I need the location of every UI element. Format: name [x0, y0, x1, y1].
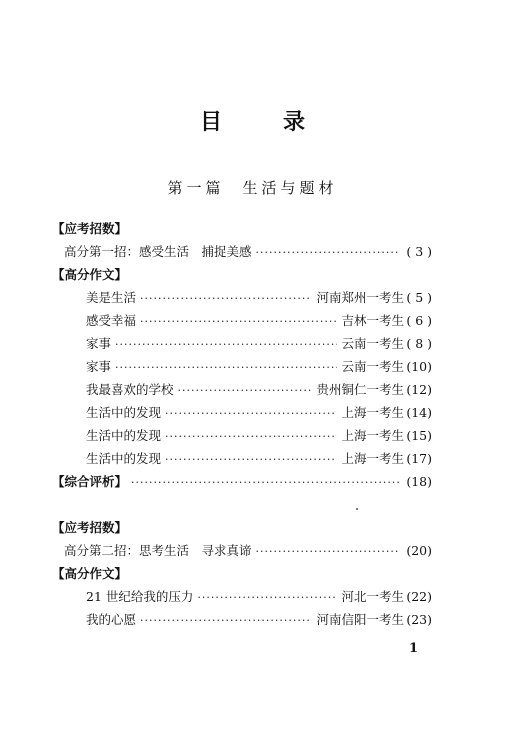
toc-entry-essay[interactable] [52, 585, 432, 608]
section-heading-strategy: 【应考招数】 [52, 221, 128, 236]
part-name: 第一篇 [167, 179, 225, 197]
toc-entry-essay[interactable] [52, 401, 432, 424]
toc-entry-author: 云南一考生 [341, 359, 404, 374]
toc-entry-page: (15) [406, 428, 432, 443]
toc-entry-author: 河南信阳一考生 [316, 612, 404, 627]
page-number: 1 [409, 641, 419, 656]
toc-entry-title: 生活中的发现 [86, 428, 162, 443]
leader-dots [165, 447, 337, 471]
toc-entry-essay[interactable] [52, 355, 432, 378]
toc-entry-summary[interactable] [52, 470, 432, 493]
leader-dots [165, 401, 337, 425]
toc-entry-page: ( 5 ) [406, 290, 432, 305]
leader-dots [178, 378, 313, 402]
toc-entry-title: 美是生活 [86, 290, 137, 305]
toc-entry-title: 生活中的发现 [86, 405, 162, 420]
toc-entry-title: 我最喜欢的学校 [86, 382, 174, 397]
toc-entry-title: 高分第二招：思考生活 寻求真谛 [64, 543, 252, 558]
toc-entry-author: 河南郑州一考生 [316, 290, 404, 305]
toc-entry-page: ( 6 ) [406, 313, 432, 328]
toc-entry-title: 我的心愿 [86, 612, 137, 627]
toc-entry-author: 贵州铜仁一考生 [316, 382, 404, 397]
toc-entry-essay[interactable] [52, 332, 432, 355]
page-title-right: 录 [282, 110, 305, 135]
page-title [200, 105, 305, 136]
toc-entry-author: 上海一考生 [341, 405, 404, 420]
toc-entry-essay[interactable] [52, 447, 432, 470]
toc-entry-title: 生活中的发现 [86, 451, 162, 466]
part-heading [0, 177, 505, 198]
toc-entry-page: (14) [406, 405, 432, 420]
toc-entry-essay[interactable] [52, 286, 432, 309]
leader-dots [140, 286, 312, 310]
toc-entry-author: 上海一考生 [341, 428, 404, 443]
scan-speck [356, 508, 358, 510]
leader-dots [115, 332, 337, 356]
leader-dots [256, 539, 400, 563]
section-heading-strategy: 【应考招数】 [52, 520, 128, 535]
toc-entry-title: 高分第一招：感受生活 捕捉美感 [64, 244, 252, 259]
toc-entry-essay[interactable] [52, 608, 432, 631]
toc-entry-page: (12) [406, 382, 432, 397]
toc-entry-lead[interactable] [52, 240, 432, 263]
toc-entry-author: 上海一考生 [341, 451, 404, 466]
group-spacer [52, 493, 432, 516]
toc-entry-page: (10) [406, 359, 432, 374]
toc-entry-lead[interactable] [52, 539, 432, 562]
toc-entry-essay[interactable] [52, 309, 432, 332]
toc-entry-title: 21 世纪给我的压力 [86, 589, 194, 604]
page-title-left: 目 [200, 110, 223, 135]
toc-entry-page: ( 8 ) [406, 336, 432, 351]
section-heading-essays: 【高分作文】 [52, 566, 128, 581]
leader-dots [256, 240, 400, 264]
toc-entry-author: 河北一考生 [341, 589, 404, 604]
toc-entry-essay[interactable] [52, 424, 432, 447]
part-subject: 生活与题材 [242, 179, 338, 197]
section-heading-summary: 【综合评析】 [52, 474, 128, 489]
toc-entry-page: (17) [406, 451, 432, 466]
toc-entry-essay[interactable] [52, 378, 432, 401]
toc-entry-page: ( 3 ) [406, 244, 432, 259]
section-heading-essays: 【高分作文】 [52, 267, 128, 282]
leader-dots [131, 470, 400, 494]
leader-dots [165, 424, 337, 448]
leader-dots [140, 608, 312, 632]
toc-entry-title: 感受幸福 [86, 313, 137, 328]
toc-entry-page: (18) [406, 474, 432, 489]
table-of-contents [52, 217, 432, 631]
leader-dots [115, 355, 337, 379]
toc-entry-title: 家事 [86, 359, 112, 374]
toc-entry-page: (20) [406, 543, 432, 558]
toc-entry-title: 家事 [86, 336, 112, 351]
leader-dots [197, 585, 337, 609]
toc-entry-page: (23) [406, 612, 432, 627]
leader-dots [140, 309, 337, 333]
toc-entry-page: (22) [406, 589, 432, 604]
toc-entry-author: 吉林一考生 [341, 313, 404, 328]
toc-entry-author: 云南一考生 [341, 336, 404, 351]
